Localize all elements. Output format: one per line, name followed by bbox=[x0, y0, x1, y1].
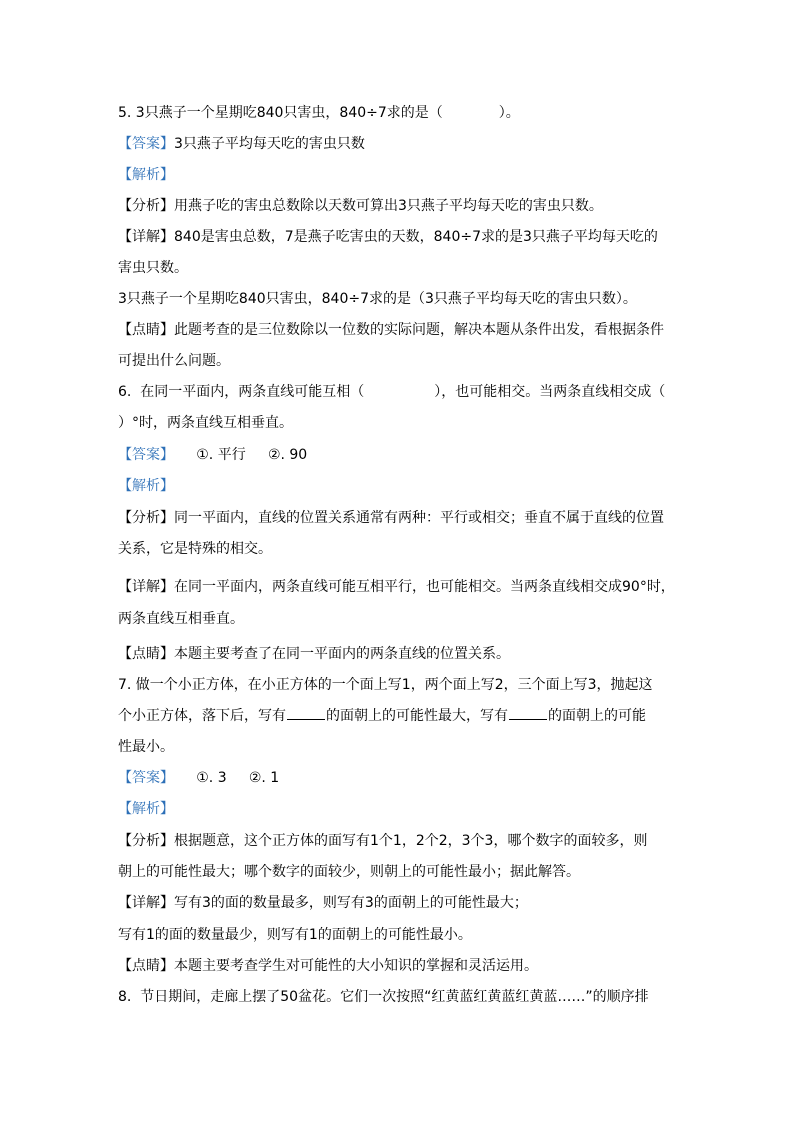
q7-stem-part-a: 个小正方体，落下后，写有 bbox=[118, 708, 286, 724]
fenxi-tag: 【分析】 bbox=[118, 198, 174, 214]
q5-stem: 5. 3只燕子一个星期吃840只害虫，840÷7求的是（ ）。 bbox=[118, 105, 520, 121]
q7-analysis-tag bbox=[118, 800, 174, 818]
q7-stem-cont bbox=[118, 707, 646, 725]
dianjing-tag: 【点睛】 bbox=[118, 322, 174, 338]
xiangjie-text: 840是害虫总数，7是燕子吃害虫的天数，840÷7求的是3只燕子平均每天吃的 bbox=[174, 229, 658, 245]
fenxi-text: 根据题意，这个正方体的面写有1个1，2个2，3个3，哪个数字的面较多，则 bbox=[174, 833, 648, 849]
q7-stem-part-b: 的面朝上的可能性最大，写有 bbox=[326, 708, 508, 724]
q5-xiangjie bbox=[118, 228, 658, 246]
q7-answer bbox=[118, 769, 279, 787]
dianjing-text: 本题主要考查了在同一平面内的两条直线的位置关系。 bbox=[174, 646, 510, 662]
q5-dianjing-cont: 可提出什么问题。 bbox=[118, 353, 230, 369]
q6-fenxi-cont: 关系，它是特殊的相交。 bbox=[118, 541, 272, 557]
dianjing-text: 本题主要考查学生对可能性的大小知识的掌握和灵活运用。 bbox=[174, 958, 538, 974]
xiangjie-tag: 【详解】 bbox=[118, 229, 174, 245]
answer-text: ①. 平行 ②. 90 bbox=[174, 447, 308, 463]
q6-analysis-tag bbox=[118, 477, 174, 495]
dianjing-tag: 【点睛】 bbox=[118, 646, 174, 662]
fenxi-tag: 【分析】 bbox=[118, 510, 174, 526]
q5-analysis-tag bbox=[118, 166, 174, 184]
xiangjie-text: 在同一平面内，两条直线可能互相平行，也可能相交。当两条直线相交成90°时， bbox=[174, 579, 675, 595]
q8-stem: 8. 节日期间，走廊上摆了50盆花。它们一次按照“红黄蓝红黄蓝红黄蓝……”的顺序排 bbox=[118, 989, 649, 1005]
q5-dianjing bbox=[118, 321, 664, 339]
fenxi-text: 同一平面内，直线的位置关系通常有两种：平行或相交；垂直不属于直线的位置 bbox=[174, 510, 664, 526]
q7-fenxi bbox=[118, 832, 647, 850]
dianjing-text: 此题考查的是三位数除以一位数的实际问题，解决本题从条件出发，看根据条件 bbox=[174, 322, 664, 338]
answer-tag: 【答案】 bbox=[118, 770, 174, 786]
xiangjie-tag: 【详解】 bbox=[118, 579, 174, 595]
answer-text: 3只燕子平均每天吃的害虫只数 bbox=[174, 136, 365, 152]
answer-text: ①. 3 ②. 1 bbox=[174, 770, 280, 786]
analysis-tag: 【解析】 bbox=[118, 478, 174, 494]
dianjing-tag: 【点睛】 bbox=[118, 958, 174, 974]
q6-answer bbox=[118, 446, 307, 464]
q5-fenxi bbox=[118, 197, 603, 215]
analysis-tag: 【解析】 bbox=[118, 801, 174, 817]
answer-blank-1 bbox=[287, 707, 325, 720]
xiangjie-tag: 【详解】 bbox=[118, 895, 174, 911]
answer-tag: 【答案】 bbox=[118, 447, 174, 463]
answer-blank-2 bbox=[509, 707, 547, 720]
q7-fenxi-cont: 朝上的可能性最大；哪个数字的面较少，则朝上的可能性最小；据此解答。 bbox=[118, 864, 580, 880]
q6-fenxi bbox=[118, 509, 664, 527]
q5-xiangjie-cont2: 3只燕子一个星期吃840只害虫，840÷7求的是（3只燕子平均每天吃的害虫只数）。 bbox=[118, 291, 637, 307]
q6-xiangjie-cont: 两条直线互相垂直。 bbox=[118, 611, 244, 627]
q5-xiangjie-cont: 害虫只数。 bbox=[118, 260, 188, 276]
q7-dianjing bbox=[118, 957, 538, 975]
fenxi-text: 用燕子吃的害虫总数除以天数可算出3只燕子平均每天吃的害虫只数。 bbox=[174, 198, 603, 214]
q6-dianjing bbox=[118, 645, 510, 663]
analysis-tag: 【解析】 bbox=[118, 167, 174, 183]
xiangjie-text: 写有3的面的数量最多，则写有3的面朝上的可能性最大； bbox=[174, 895, 528, 911]
q7-stem-part-c: 的面朝上的可能 bbox=[548, 708, 646, 724]
q5-answer bbox=[118, 135, 365, 153]
q6-xiangjie bbox=[118, 578, 675, 596]
q7-xiangjie bbox=[118, 894, 528, 912]
q7-xiangjie-cont: 写有1的面的数量最少，则写有1的面朝上的可能性最小。 bbox=[118, 927, 472, 943]
q6-stem-cont: ）°时，两条直线互相垂直。 bbox=[118, 415, 293, 431]
q6-stem: 6. 在同一平面内，两条直线可能互相（ ），也可能相交。当两条直线相交成（ bbox=[118, 384, 666, 400]
q7-stem-cont2: 性最小。 bbox=[118, 739, 174, 755]
fenxi-tag: 【分析】 bbox=[118, 833, 174, 849]
answer-tag: 【答案】 bbox=[118, 136, 174, 152]
q7-stem: 7. 做一个小正方体，在小正方体的一个面上写1，两个面上写2，三个面上写3，抛起这 bbox=[118, 677, 653, 693]
